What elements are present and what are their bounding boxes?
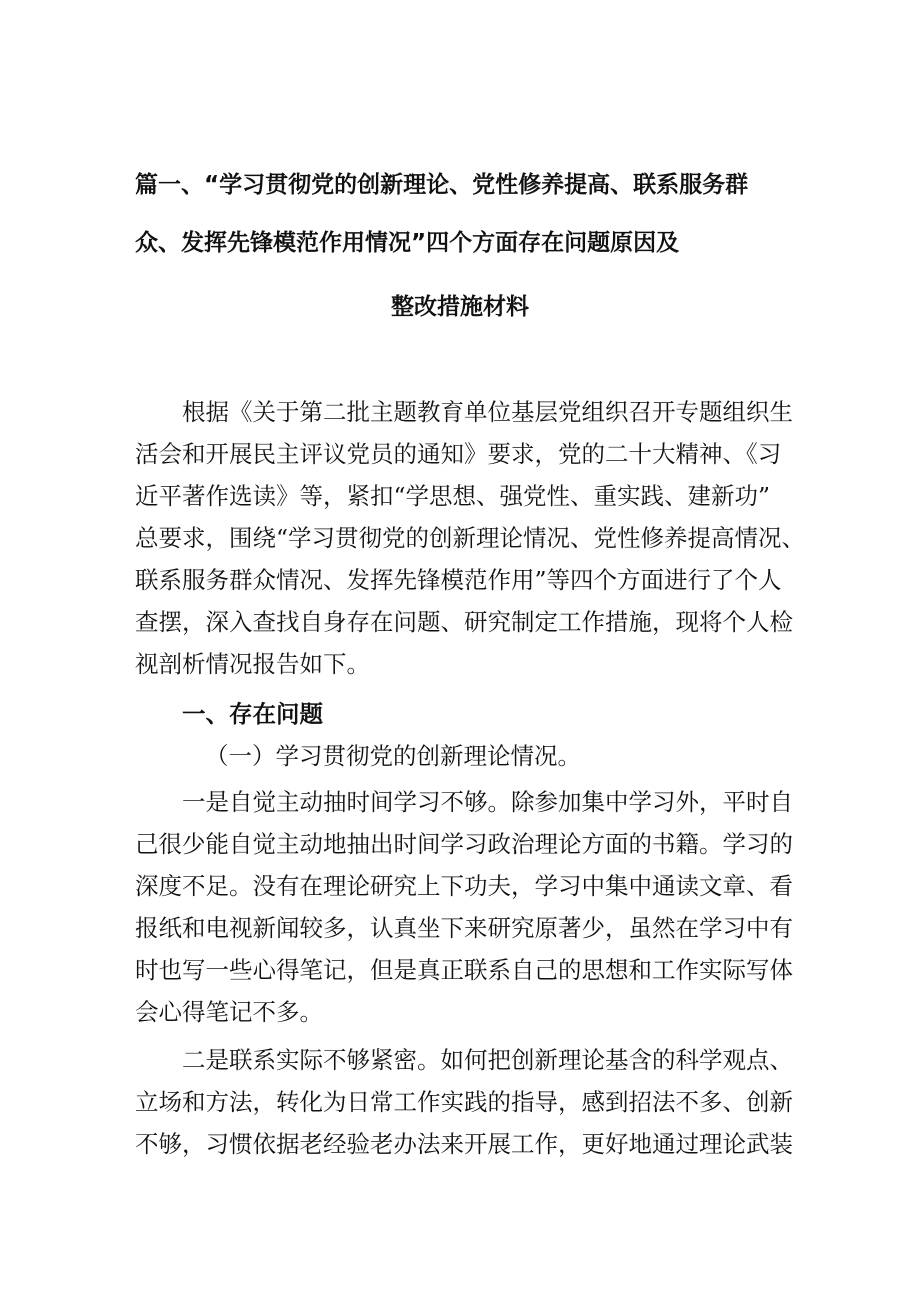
intro-line: 联系服务群众情况、发挥先锋模范作用”等四个方面进行了个人 [135,566,782,594]
paragraph-line: 会心得笔记不多。 [135,998,323,1026]
intro-line: 活会和开展民主评议党员的通知》要求，党的二十大精神、《习 [135,440,782,468]
title-line-2: 众、发挥先锋模范作用情况”四个方面存在问题原因及 [135,230,680,256]
title-line-1: 篇一、“学习贯彻党的创新理论、党性修养提高、联系服务群 [135,172,749,198]
subsection-heading: （一）学习贯彻党的创新理论情况。 [205,742,581,770]
paragraph-line: 深度不足。没有在理论研究上下功夫，学习中集中通读文章、看 [135,872,793,900]
paragraph-line: 二是联系实际不够紧密。如何把创新理论基含的科学观点、 [182,1046,793,1074]
paragraph-line: 立场和方法，转化为日常工作实践的指导，感到招法不多、创新 [135,1088,793,1116]
section-heading: 一、存在问题 [182,700,323,728]
intro-line: 根据《关于第二批主题教育单位基层党组织召开专题组织生 [182,398,793,426]
paragraph-line: 一是自觉主动抽时间学习不够。除参加集中学习外，平时自 [182,788,793,816]
paragraph-line: 不够，习惯依据老经验老办法来开展工作，更好地通过理论武装 [135,1130,793,1158]
intro-line: 近平著作选读》等，紧扣“学思想、强党性、重实践、建新功” [135,482,771,510]
intro-line: 查摆，深入查找自身存在问题、研究制定工作措施，现将个人检 [135,608,793,636]
title-line-3: 整改措施材料 [391,294,529,320]
intro-line: 视剖析情况报告如下。 [135,650,370,678]
intro-line: 总要求，围绕“学习贯彻党的创新理论情况、党性修养提高情况、 [135,524,806,552]
paragraph-line: 时也写一些心得笔记，但是真正联系自己的思想和工作实际写体 [135,956,793,984]
paragraph-line: 报纸和电视新闻较多，认真坐下来研究原著少，虽然在学习中有 [135,914,793,942]
paragraph-line: 己很少能自觉主动地抽出时间学习政治理论方面的书籍。学习的 [135,830,793,858]
